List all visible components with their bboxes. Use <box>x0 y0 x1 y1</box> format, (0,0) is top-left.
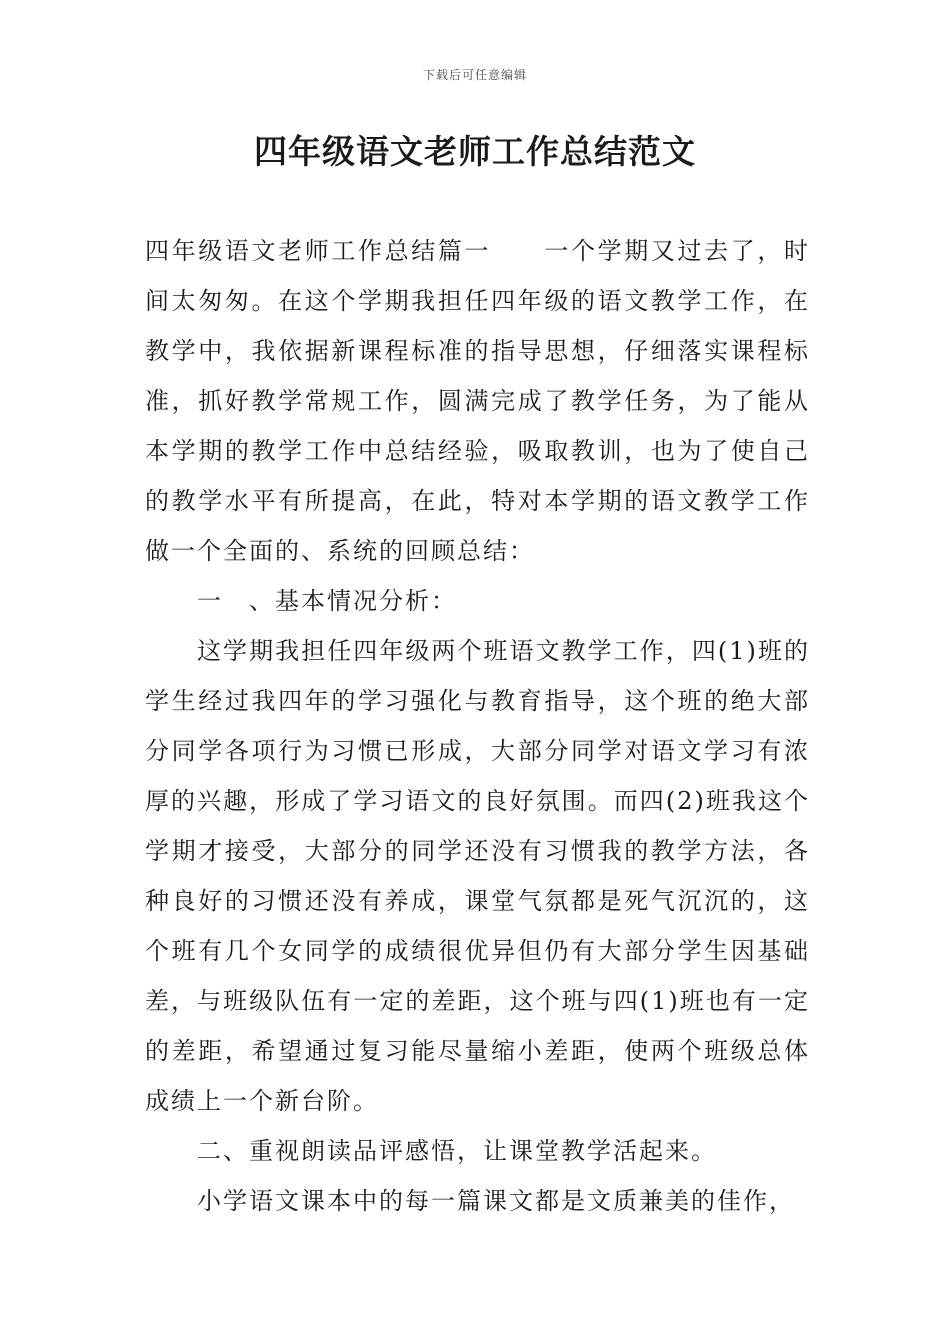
section-heading-reading: 二、重视朗读品评感悟，让课堂教学活起来。 <box>197 1137 717 1165</box>
document-title: 四年级语文老师工作总结范文 <box>254 132 696 171</box>
section-heading-basic-analysis: 一 、基本情况分析： <box>197 587 457 615</box>
header-note: 下载后可任意编辑 <box>422 68 527 82</box>
paragraph-textbook: 小学语文课本中的每一篇课文都是文质兼美的佳作， <box>197 1187 795 1215</box>
paragraph-intro: 四年级语文老师工作总结篇一 一个学期又过去了，时间太匆匆。在这个学期我担任四年级的语文教学工作，在教学中，我依据新课程标准的指导思想，仔细落实课程标准，抓好教学常规工作，圆满完成了教学任务，为了能从本学期的教学工作中总结经验，吸取教训，也为了使自己的教学水平有所提高，在此，特对本学期的语文教学工作做一个全面的、系统的回顾总结： <box>145 237 810 565</box>
document-body <box>145 226 810 1226</box>
paragraph-class-situation: 这学期我担任四年级两个班语文教学工作，四(1)班的学生经过我四年的学习强化与教育指导，这个班的绝大部分同学各项行为习惯已形成，大部分同学对语文学习有浓厚的兴趣，形成了学习语文的良好氛围。而四(2)班我这个学期才接受，大部分的同学还没有习惯我的教学方法，各种良好的习惯还没有养成，课堂气氛都是死气沉沉的，这个班有几个女同学的成绩很优异但仍有大部分学生因基础差，与班级队伍有一定的差距，这个班与四(1)班也有一定的差距，希望通过复习能尽量缩小差距，使两个班级总体成绩上一个新台阶。 <box>145 637 810 1115</box>
